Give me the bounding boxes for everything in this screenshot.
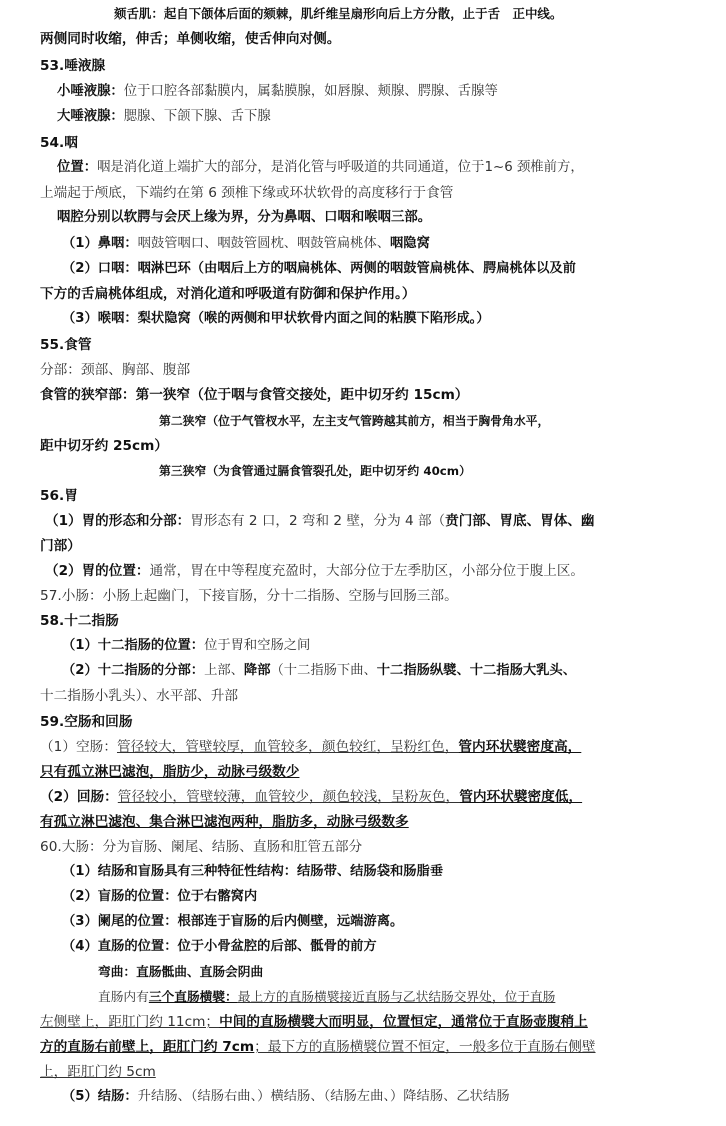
- text-segment: 管内环状襞密度高，: [458, 739, 582, 755]
- text-line: [0, 736, 726, 758]
- text-segment: 上端起于颅底，下端约在第 6 颈椎下缘或环状软骨的高度移行于食管: [40, 185, 454, 201]
- text-segment: （2）口咽：咽淋巴环（由咽后上方的咽扁桃体、两侧的咽鼓管扁桃体、腭扁桃体以及前: [62, 261, 576, 276]
- text-segment: 直肠内有: [98, 989, 149, 1004]
- text-segment: 食管的狭窄部：第一狭窄（位于咽与食管交接处，距中切牙约 15cm）: [40, 387, 469, 403]
- text-segment: ；最下方的直肠横襞位置不恒定，一般多位于直肠右侧壁: [254, 1039, 596, 1055]
- text-line: [0, 1036, 726, 1058]
- text-segment: （3）阑尾的位置：根部连于盲肠的后内侧壁，远端游离。: [62, 914, 404, 929]
- text-line: [0, 560, 726, 582]
- text-segment: （1）结肠和盲肠具有三种特征性结构：结肠带、结肠袋和肠脂垂: [62, 864, 444, 879]
- text-line: [0, 485, 726, 507]
- text-segment: （1）十二指肠的位置：: [62, 638, 205, 653]
- text-segment: 贲门部、胃底、胃体、幽: [445, 513, 595, 529]
- text-segment: 位于胃和空肠之间: [204, 638, 311, 653]
- text-segment: 通常，胃在中等程度充盈时，大部分位于左季肋区，小部分位于腹上区。: [149, 563, 585, 579]
- text-segment: 距中切牙约 25cm）: [40, 438, 169, 454]
- text-segment: 最上方的直肠横襞接近直肠与乙状结肠交界处，位于直肠: [237, 989, 556, 1004]
- text-segment: 管径较小，管壁较薄，血管较少，颜色较浅，呈粉灰色，: [117, 789, 460, 805]
- text-segment: （1）空肠：: [40, 739, 117, 755]
- text-line: [0, 81, 726, 103]
- text-segment: 58.十二指肠: [40, 613, 119, 629]
- text-segment: 位置：: [57, 160, 98, 175]
- text-segment: （5）结肠：: [62, 1089, 138, 1104]
- text-line: [0, 182, 726, 204]
- text-line: [0, 55, 726, 77]
- text-segment: （2）胃的位置：: [45, 563, 150, 579]
- text-line: [0, 1086, 726, 1108]
- text-line: [0, 635, 726, 657]
- text-line: [0, 911, 726, 933]
- text-line: [0, 106, 726, 128]
- text-line: [0, 233, 726, 255]
- text-segment: 管径较大，管壁较厚，血管较多，颜色较红，呈粉红色，: [116, 739, 459, 755]
- text-segment: 弯曲：直肠骶曲、直肠会阴曲: [98, 964, 264, 979]
- text-segment: 起自下颌体后面的颏棘，肌纤维呈扇形向后上方分散，止于舌 正中线。: [163, 6, 563, 21]
- text-line: [0, 3, 726, 25]
- text-segment: 三个直肠横襞：: [148, 989, 238, 1004]
- text-segment: 颏舌肌：: [114, 6, 164, 21]
- text-segment: 第三狭窄（为食管通过膈食管裂孔处，距中切牙约 40cm）: [159, 464, 471, 478]
- text-line: [0, 1061, 726, 1083]
- text-line: [0, 936, 726, 958]
- text-segment: （1）胃的形态和分部：: [45, 513, 191, 529]
- text-segment: （2）回肠：: [40, 789, 118, 805]
- text-segment: 升结肠、（结肠右曲、）横结肠、（结肠左曲、）降结肠、乙状结肠: [137, 1089, 510, 1104]
- text-segment: 下方的舌扁桃体组成，对消化道和呼吸道有防御和保护作用。）: [40, 286, 416, 302]
- text-segment: 56.胃: [40, 488, 78, 504]
- text-line: [0, 610, 726, 632]
- text-line: [0, 207, 726, 229]
- text-segment: （3）喉咽：梨状隐窝（喉的两侧和甲状软骨内面之间的粘膜下陷形成。）: [62, 311, 490, 326]
- text-segment: 腮腺、下颌下腺、舌下腺: [123, 109, 271, 124]
- text-line: [0, 961, 726, 983]
- text-line: [0, 384, 726, 406]
- text-line: [0, 685, 726, 707]
- text-segment: 左侧壁上，距肛门约 11cm；: [40, 1014, 220, 1030]
- text-line: [0, 535, 726, 557]
- text-segment: 59.空肠和回肠: [40, 714, 133, 730]
- text-line: [0, 334, 726, 356]
- text-line: [0, 28, 726, 50]
- text-line: [0, 836, 726, 858]
- text-segment: 分部：颈部、胸部、腹部: [40, 362, 191, 378]
- text-segment: 小唾液腺：: [57, 84, 124, 99]
- text-segment: 两侧同时收缩，伸舌；单侧收缩，使舌伸向对侧。: [40, 31, 341, 47]
- text-segment: 管内环状襞密度低，: [459, 789, 583, 805]
- text-segment: 胃形态有 2 口，2 弯和 2 壁，分为 4 部（: [190, 513, 446, 529]
- text-line: [0, 786, 726, 808]
- text-segment: 54.咽: [40, 135, 78, 151]
- text-segment: 咽是消化道上端扩大的部分，是消化管与呼吸道的共同通道，位于1~6 颈椎前方，: [97, 160, 584, 175]
- text-segment: 咽腔分别以软腭与会厌上缘为界，分为鼻咽、口咽和喉咽三部。: [57, 210, 432, 225]
- text-segment: 位于口腔各部黏膜内，属黏膜腺，如唇腺、颊腺、腭腺、舌腺等: [123, 84, 498, 99]
- text-segment: 只有孤立淋巴滤泡，脂肪少，动脉弓级数少: [40, 764, 300, 780]
- text-line: [0, 811, 726, 833]
- text-line: [0, 510, 726, 532]
- text-segment: 上，距肛门约 5cm: [40, 1064, 156, 1080]
- text-line: [0, 258, 726, 280]
- text-line: [0, 460, 726, 482]
- text-line: [0, 410, 726, 432]
- text-segment: 60.大肠：分为盲肠、阑尾、结肠、直肠和肛管五部分: [40, 839, 363, 855]
- text-segment: 有孤立淋巴滤泡、集合淋巴滤泡两种，脂肪多，动脉弓级数多: [40, 814, 409, 830]
- text-segment: 中间的直肠横襞大而明显，位置恒定，通常位于直肠壶腹稍上: [219, 1014, 588, 1030]
- text-line: [0, 711, 726, 733]
- text-segment: 53.唾液腺: [40, 58, 106, 74]
- text-segment: 大唾液腺：: [57, 109, 124, 124]
- text-segment: 55.食管: [40, 337, 92, 353]
- text-line: [0, 886, 726, 908]
- text-line: [0, 660, 726, 682]
- text-segment: 十二指肠小乳头）、水平部、升部: [40, 688, 239, 704]
- text-line: [0, 435, 726, 457]
- text-segment: 降部: [243, 663, 271, 678]
- text-line: [0, 359, 726, 381]
- text-segment: （4）直肠的位置：位于小骨盆腔的后部、骶骨的前方: [62, 939, 377, 954]
- text-segment: 第二狭窄（位于气管杈水平，左主支气管跨越其前方，相当于胸骨角水平，: [159, 414, 550, 428]
- text-segment: （十二指肠下曲、: [270, 663, 377, 678]
- text-segment: 方的直肠右前壁上，距肛门约 7cm: [40, 1039, 255, 1055]
- text-segment: 十二指肠纵襞、十二指肠大乳头、: [376, 663, 576, 678]
- text-line: [0, 986, 726, 1008]
- text-segment: 咽隐窝: [390, 236, 430, 251]
- text-segment: 咽鼓管咽口、咽鼓管圆枕、咽鼓管扁桃体、: [137, 236, 391, 251]
- text-segment: 57.小肠：小肠上起幽门，下接盲肠，分十二指肠、空肠与回肠三部。: [40, 588, 458, 604]
- text-line: [0, 761, 726, 783]
- text-line: [0, 861, 726, 883]
- text-segment: 门部）: [40, 538, 81, 554]
- text-segment: 上部、: [204, 663, 244, 678]
- text-line: [0, 1011, 726, 1033]
- text-segment: （1）鼻咽：: [62, 236, 138, 251]
- text-line: [0, 283, 726, 305]
- text-line: [0, 157, 726, 179]
- text-line: [0, 132, 726, 154]
- text-line: [0, 308, 726, 330]
- text-segment: （2）十二指肠的分部：: [62, 663, 205, 678]
- text-segment: （2）盲肠的位置：位于右髂窝内: [62, 889, 258, 904]
- text-line: [0, 585, 726, 607]
